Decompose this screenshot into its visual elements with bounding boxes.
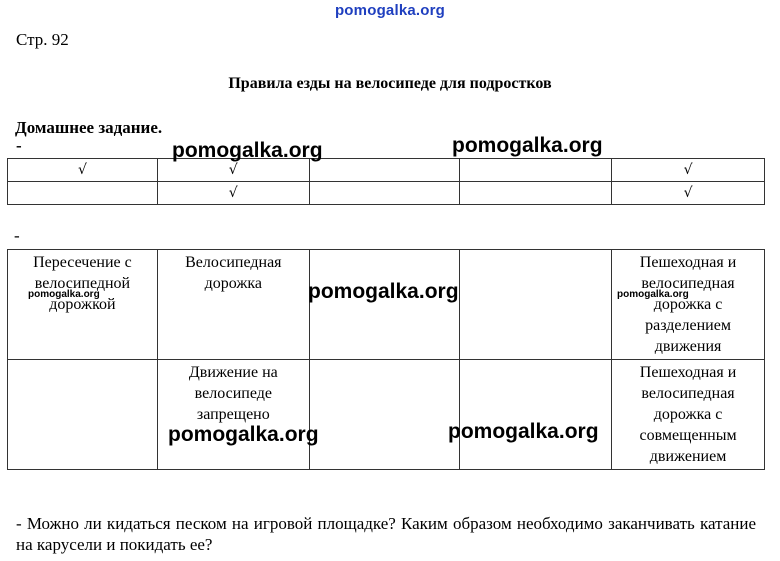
table-cell: [460, 250, 612, 360]
table-cell: Движение на велосипеде запрещено: [157, 360, 309, 470]
question-text: - Можно ли кидаться песком на игровой площадке? Каким образом необходимо заканчивать катание на карусели и покидать ее?: [16, 514, 756, 554]
table-cell: [460, 360, 612, 470]
table-cell: √: [612, 159, 765, 182]
watermark-top[interactable]: pomogalka.org: [334, 2, 446, 19]
table-row: [8, 250, 765, 360]
homework-label: Домашнее задание.: [15, 118, 163, 137]
table-cell: √: [612, 182, 765, 205]
watermark-text: pomogalka.org: [448, 420, 599, 443]
checkmark-table: [7, 158, 765, 205]
table-cell: √: [157, 182, 309, 205]
table-cell: Велосипедная дорожка: [157, 250, 309, 360]
watermark-text: pomogalka.org: [168, 423, 319, 446]
watermark-text: pomogalka.org: [452, 134, 603, 157]
table-cell: √: [157, 159, 309, 182]
table-cell: [8, 182, 158, 205]
table-cell: [460, 159, 612, 182]
dash-marker-1: -: [16, 136, 22, 155]
watermark-text: pomogalka.org: [308, 280, 459, 303]
table-cell: √: [8, 159, 158, 182]
table-cell: [8, 360, 158, 470]
table-cell: [309, 182, 460, 205]
watermark-text: pomogalka.org: [172, 139, 323, 162]
table-cell: [460, 182, 612, 205]
watermark-text: pomogalka.org: [617, 289, 689, 300]
table-row: [8, 159, 765, 182]
page-label: Стр. 92: [16, 30, 69, 49]
table-cell: Пешеходная и велосипедная дорожка с совмещенным движением: [612, 360, 765, 470]
table-cell: Пересечение с велосипедной дорожкой: [8, 250, 158, 360]
document-title: Правила езды на велосипеде для подростков: [228, 75, 552, 92]
dash-marker-2: -: [14, 226, 20, 245]
table-cell: [309, 159, 460, 182]
table-row: [8, 360, 765, 470]
table-cell: [309, 360, 460, 470]
table-row: [8, 182, 765, 205]
watermark-text: pomogalka.org: [28, 289, 100, 300]
table-cell: Пешеходная и велосипедная дорожка с разделением движения: [612, 250, 765, 360]
table-cell: [309, 250, 460, 360]
